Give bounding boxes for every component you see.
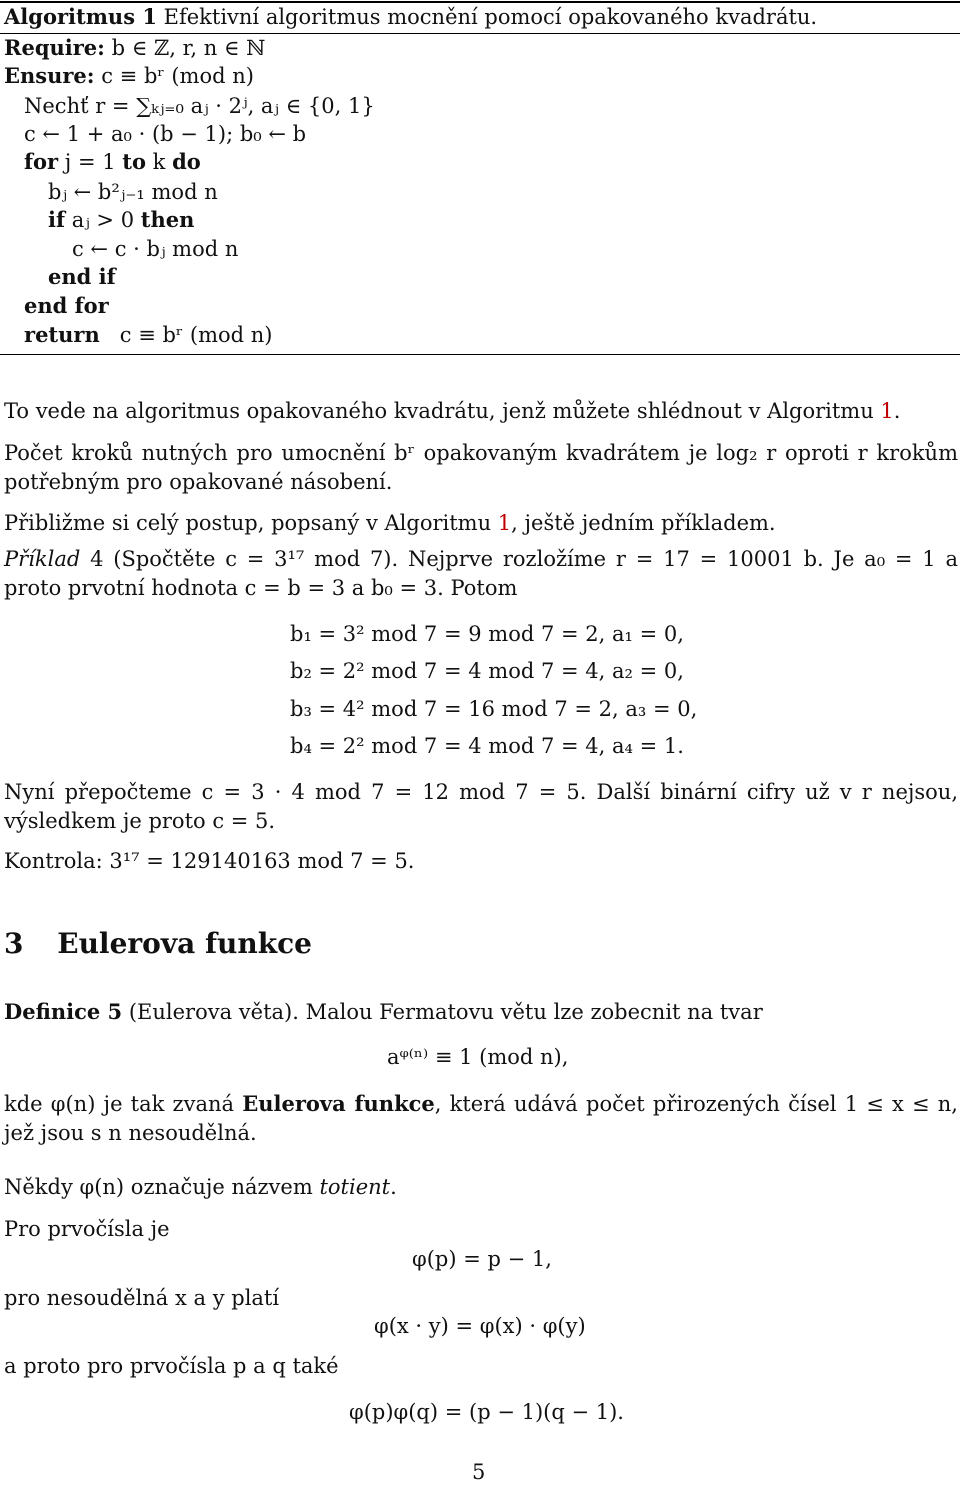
primes-equation-3: φ(p)φ(q) = (p − 1)(q − 1). bbox=[349, 1400, 624, 1424]
algorithm-caption-label: Algoritmus 1 bbox=[4, 4, 157, 29]
algorithm-line-6: c ← c · bⱼ mod n bbox=[72, 237, 239, 261]
equation-b3: b₃ = 4² mod 7 = 16 mod 7 = 2, a₃ = 0, bbox=[290, 697, 698, 721]
page-number: 5 bbox=[472, 1460, 486, 1484]
algorithm-line-1: Nechť r = ∑ₖⱼ₌₀ aⱼ · 2ʲ, aⱼ ∈ {0, 1} bbox=[24, 94, 375, 118]
paragraph-check: Kontrola: 3¹⁷ = 129140163 mod 7 = 5. bbox=[4, 849, 415, 873]
require-label: Require: bbox=[4, 35, 105, 60]
ensure-label: Ensure: bbox=[4, 63, 95, 88]
algorithm-ensure bbox=[4, 62, 254, 90]
definition-title: (Eulerova věta). bbox=[128, 1000, 299, 1024]
primes-intro-3: a proto pro prvočísla p a q také bbox=[4, 1354, 339, 1378]
section-number: 3 bbox=[4, 927, 24, 960]
paragraph-totient: Někdy φ(n) označuje názvem totient. bbox=[4, 1175, 397, 1199]
primes-intro: Pro prvočísla je bbox=[4, 1217, 170, 1241]
definition-paragraph bbox=[4, 997, 958, 1027]
paragraph-example-intro: Přibližme si celý postup, popsaný v Algoritmu 1, ještě jedním příkladem. bbox=[4, 511, 776, 535]
equation-b2: b₂ = 2² mod 7 = 4 mod 7 = 4, a₂ = 0, bbox=[290, 659, 684, 683]
section-title: Eulerova funkce bbox=[57, 927, 312, 960]
primes-equation-2: φ(x · y) = φ(x) · φ(y) bbox=[374, 1314, 586, 1338]
primes-equation-1: φ(p) = p − 1, bbox=[412, 1247, 552, 1271]
equation-b4: b₄ = 2² mod 7 = 4 mod 7 = 4, a₄ = 1. bbox=[290, 734, 684, 758]
equation-b1: b₁ = 3² mod 7 = 9 mod 7 = 2, a₁ = 0, bbox=[290, 622, 684, 646]
example-text: 4 (Spočtěte c = 3¹⁷ mod 7). Nejprve rozložíme r = 17 = 10001 b. Je a₀ = 1 a proto prvotní hodnota c = b = 3 a b₀ = 3. Potom bbox=[4, 547, 958, 600]
algorithm-ref-link[interactable]: 1 bbox=[880, 399, 894, 423]
algorithm-line-9: return c ≡ bʳ (mod n) bbox=[24, 322, 273, 347]
algorithm-ref-link-2[interactable]: 1 bbox=[497, 511, 512, 535]
paragraph-algorithm-intro: To vede na algoritmus opakovaného kvadrátu, jenž můžete shlédnout v Algoritmu 1. bbox=[4, 399, 901, 423]
algorithm-line-3: for j = 1 to k do bbox=[24, 149, 201, 174]
require-text: b ∈ ℤ, r, n ∈ ℕ bbox=[111, 36, 266, 60]
definition-equation: aᵠ⁽ⁿ⁾ ≡ 1 (mod n), bbox=[387, 1045, 569, 1069]
paragraph-step-count: Počet kroků nutných pro umocnění bʳ opakovaným kvadrátem je log₂ r oproti r krokům potřebným pro opakované násobení. bbox=[4, 441, 958, 494]
algorithm-bottom-rule bbox=[0, 354, 960, 355]
algorithm-line-5: if aⱼ > 0 then bbox=[48, 207, 195, 232]
coprime-intro: pro nesoudělná x a y platí bbox=[4, 1286, 280, 1310]
paragraph-recompute: Nyní přepočteme c = 3 · 4 mod 7 = 12 mod 7 = 5. Další binární cifry už v r nejsou, výsledkem je proto c = 5. bbox=[4, 780, 958, 833]
algorithm-line-2: c ← 1 + a₀ · (b − 1); b₀ ← b bbox=[24, 122, 307, 146]
definition-explanation: kde φ(n) je tak zvaná Eulerova funkce, která udává počet přirozených čísel 1 ≤ x ≤ n, jež jsou s n nesoudělná. bbox=[4, 1091, 958, 1145]
algorithm-caption bbox=[4, 3, 817, 31]
algorithm-line-8: end for bbox=[24, 293, 109, 318]
definition-label: Definice 5 bbox=[4, 999, 123, 1024]
algorithm-caption-text: Efektivní algoritmus mocnění pomocí opakovaného kvadrátu. bbox=[163, 5, 818, 29]
definition-text: Malou Fermatovu větu lze zobecnit na tvar bbox=[305, 1000, 763, 1024]
totient-term: totient bbox=[319, 1175, 391, 1199]
euler-function-term: Eulerova funkce bbox=[242, 1091, 435, 1116]
example-label: Příklad bbox=[4, 547, 81, 571]
example-paragraph bbox=[4, 545, 958, 603]
ensure-text: c ≡ bʳ (mod n) bbox=[101, 64, 254, 88]
algorithm-line-7: end if bbox=[48, 264, 116, 289]
section-heading bbox=[4, 926, 312, 962]
algorithm-require bbox=[4, 34, 265, 62]
algorithm-line-4: bⱼ ← b²ⱼ₋₁ mod n bbox=[48, 180, 218, 204]
